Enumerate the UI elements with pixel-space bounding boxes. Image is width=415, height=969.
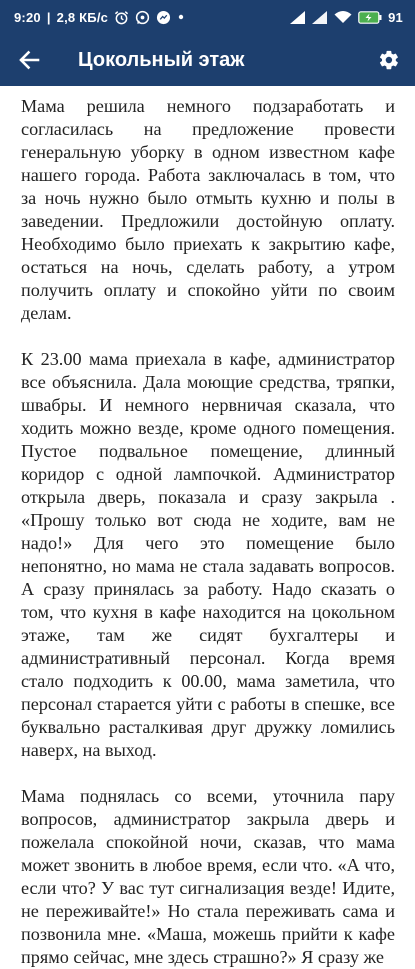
article-paragraph: Мама решила немного подзаработать и согласилась на предложение провести генеральную уборку в одном известном кафе нашего города. Работа заключалась в том, что за ночь нужно было отмыть кухню и полы в заведении. Предложили достойную оплату. Необходимо было приехать к закрытию кафе, остаться на ночь, сделать работу, а утром получить оплату и спокойно уйти по своим делам. — [21, 96, 395, 323]
signal-icon — [312, 11, 328, 24]
status-bar — [0, 0, 415, 34]
status-time: 9:20 — [14, 9, 41, 25]
battery-charging-icon — [358, 11, 382, 24]
dot-icon — [177, 13, 185, 21]
alarm-icon — [114, 10, 129, 25]
arrow-left-icon — [19, 51, 39, 69]
battery-percent: 91 — [388, 9, 403, 25]
app-bar — [0, 34, 415, 86]
settings-button[interactable] — [363, 34, 415, 86]
status-network-speed: 2,8 КБ/с — [56, 9, 109, 25]
page-title: Цокольный этаж — [78, 48, 245, 71]
article-content[interactable] — [0, 86, 415, 967]
status-separator: | — [46, 9, 51, 25]
article-paragraph: К 23.00 мама приехала в кафе, администратор все объяснила. Дала моющие средства, тряпки, швабры. И немного нервничая сказала, что ходить можно везде, кроме одного помещения. Пустое подвальное помещение, длинный коридор с одной лампочкой. Администратор открыла дверь, показала и сразу закрыла . «Прошу только вот сюда не ходите, вам не надо!» Для чего это помещение было непонятно, но мама не стала задавать вопросов. А сразу принялась за работу. Надо сказать о том, что кухня в кафе находится на цокольном этаже, там же сидят бухгалтеры и административный персонал. Когда время стало подходить к 00.00, мама заметила, что персонал старается уйти с работы в спешке, все буквально расталкивая друг дружку ломились наверх, на выход. — [21, 349, 395, 760]
signal-icon — [290, 11, 306, 24]
whatsapp-icon — [135, 10, 150, 25]
wifi-icon — [334, 10, 352, 24]
messenger-icon — [156, 10, 171, 25]
status-bar-left — [14, 10, 185, 25]
status-bar-right — [290, 10, 403, 25]
article-paragraph: Мама поднялась со всеми, уточнила пару вопросов, администратор закрыла дверь и пожелала спокойной ночи, сказав, что мама может звонить в любое время, если что. «А что, если что? У вас тут сигнализация везде! Идите, не переживайте!» Но стала переживать сама и позвонила мне. «Маша, можешь прийти к кафе прямо сейчас, мне здесь страшно?» Я сразу же — [21, 786, 395, 967]
gear-icon — [378, 49, 400, 71]
back-button[interactable] — [0, 34, 58, 86]
